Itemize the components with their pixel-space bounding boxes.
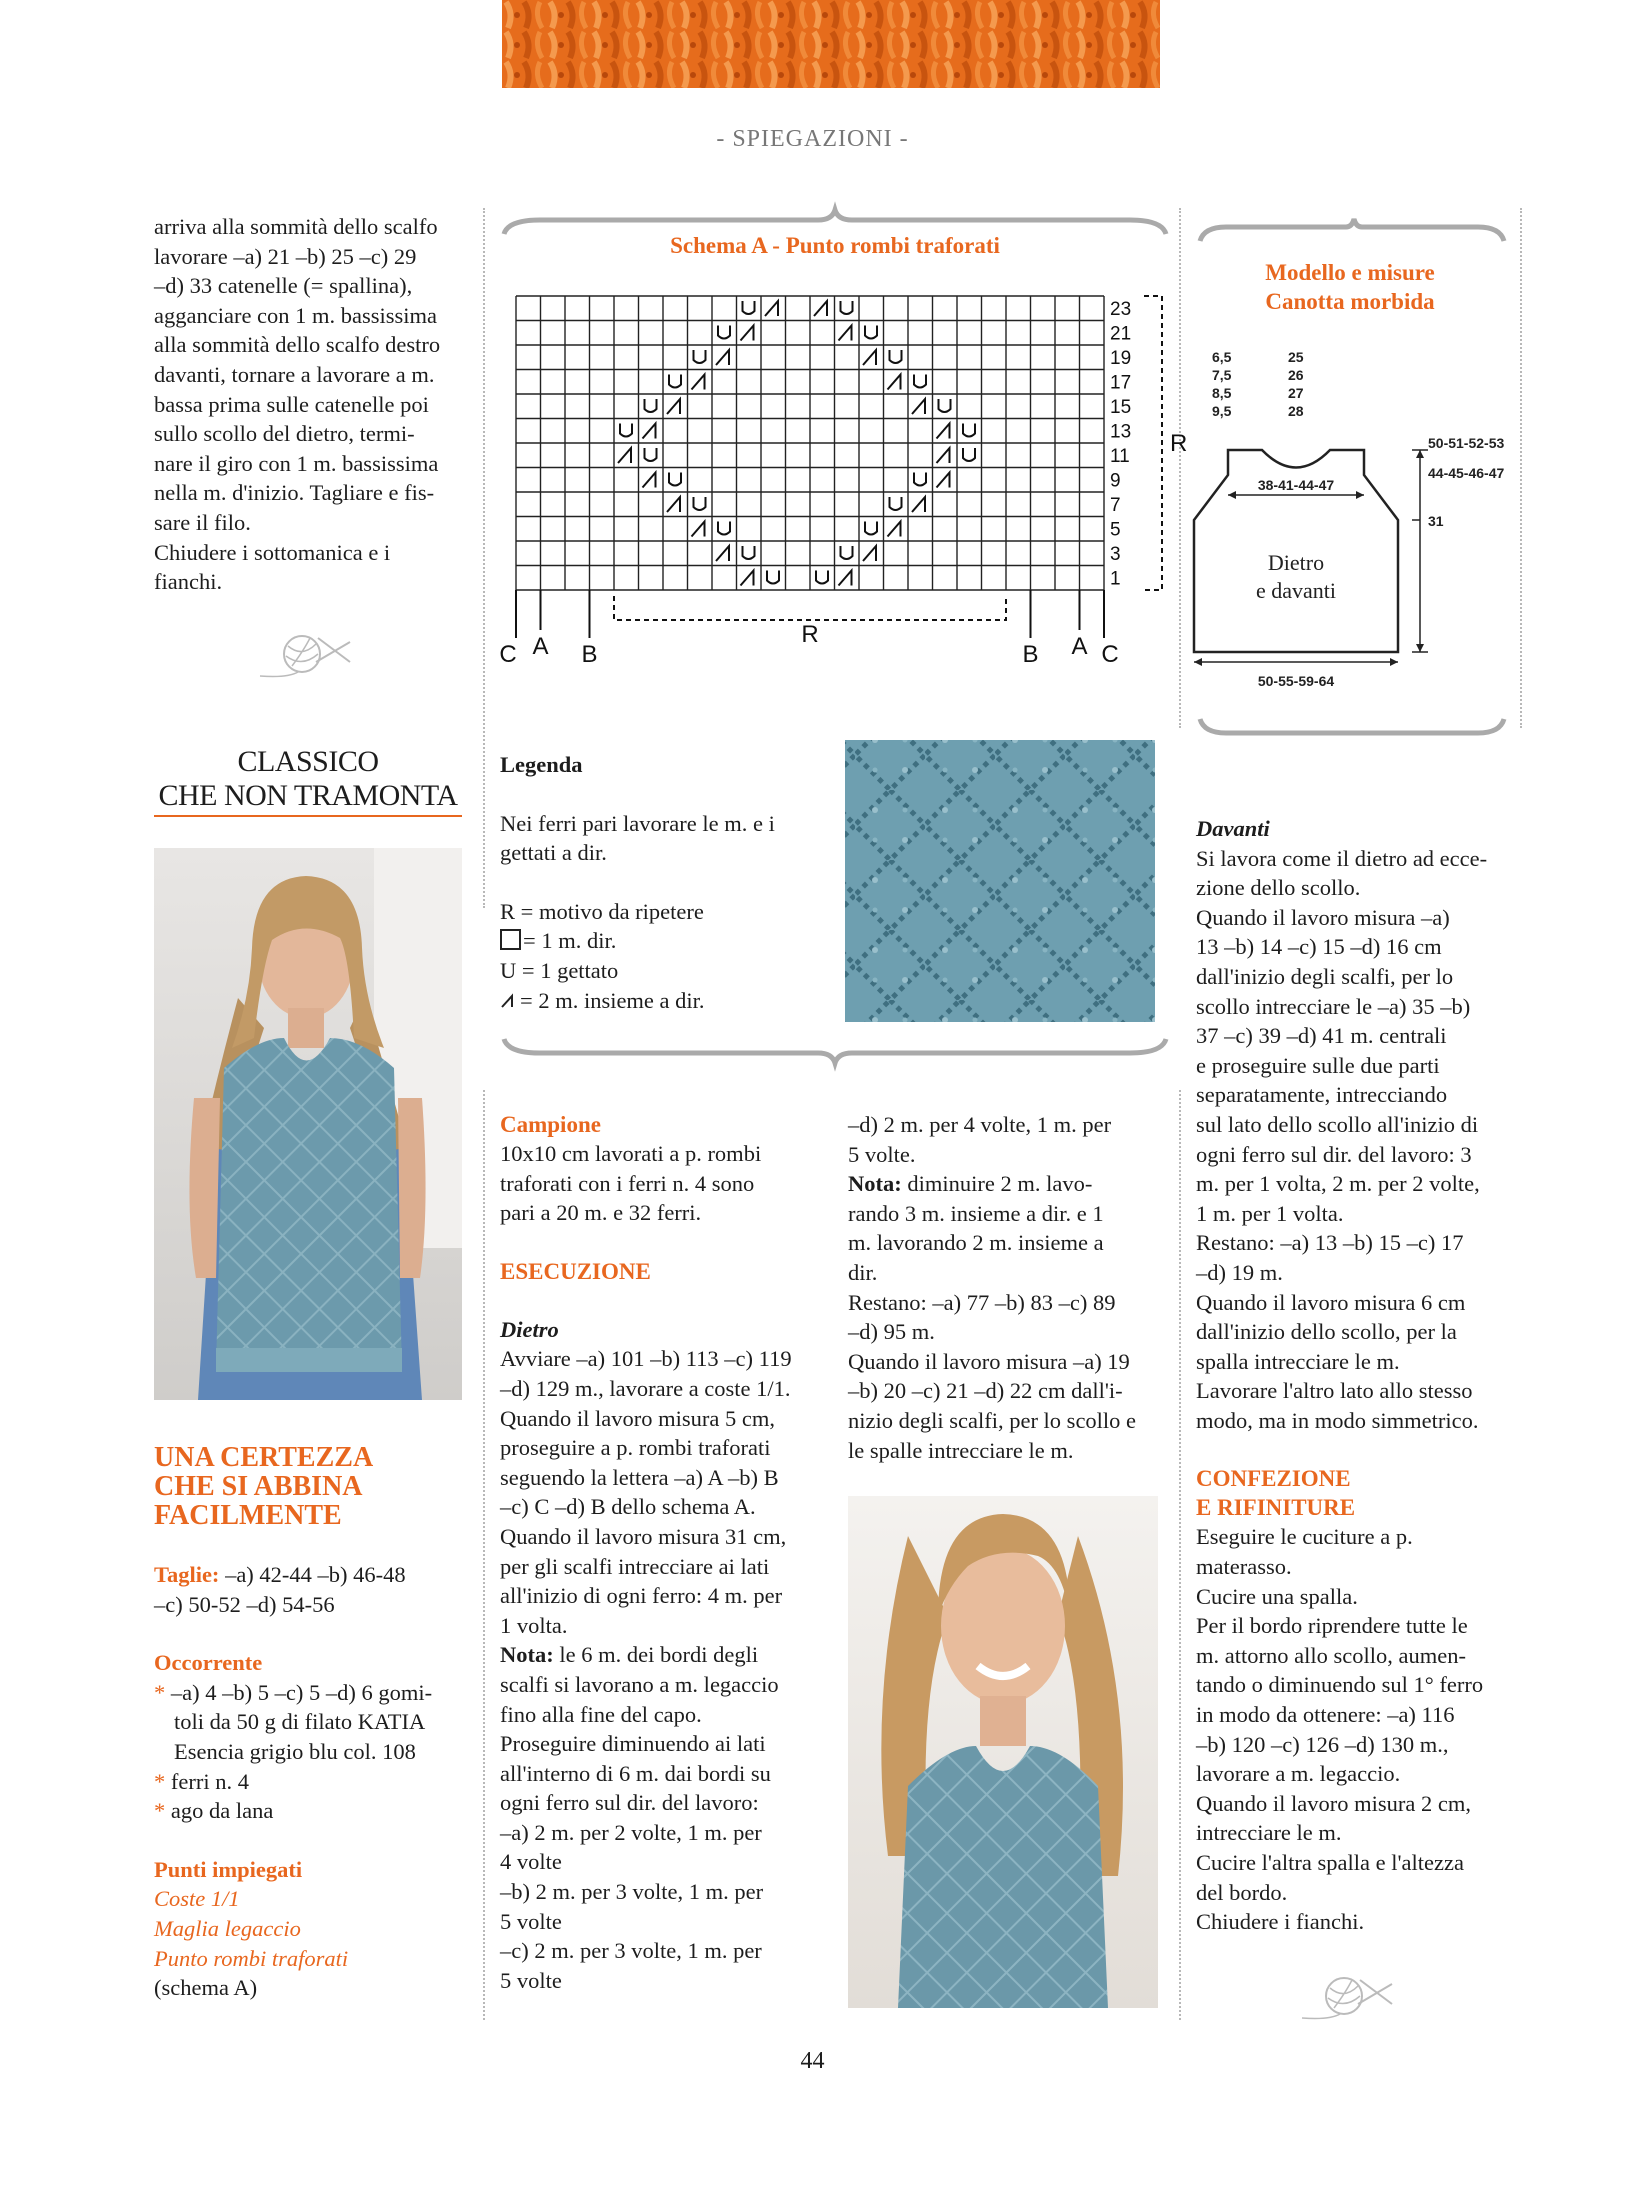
k2tog-symbol xyxy=(937,473,950,488)
davanti-2: Quando il lavoro misura –a) xyxy=(1196,904,1450,930)
davanti-7: e proseguire sulle due parti xyxy=(1196,1052,1440,1078)
asterisk-icon: * xyxy=(154,1679,171,1705)
dim-width-top: 38-41-44-47 xyxy=(1257,477,1335,493)
repeat-bracket-horizontal xyxy=(614,596,1006,620)
yarn-over-symbol xyxy=(841,546,853,559)
davanti-13: Restano: –a) 13 –b) 15 –c) 17 xyxy=(1196,1230,1464,1256)
asterisk-icon: * xyxy=(154,1798,171,1824)
brace-top-right xyxy=(1196,215,1508,245)
yarn-over-symbol xyxy=(914,375,926,388)
text-line: alla sommità dello scalfo destro xyxy=(154,332,441,358)
k2tog-icon xyxy=(500,993,520,1009)
yarn-over-symbol xyxy=(963,424,975,437)
taglie-value1: –a) 42-44 –b) 46-48 xyxy=(219,1562,406,1587)
top-knit-banner xyxy=(502,0,1160,88)
dietro2-5: –b) 2 m. per 3 volte, 1 m. per xyxy=(500,1879,764,1905)
garment-diagram xyxy=(1190,340,1520,700)
occ-1c: Esencia grigio blu col. 108 xyxy=(174,1738,416,1764)
subtitle-line2: CHE SI ABBINA xyxy=(154,1471,363,1502)
col2-text xyxy=(500,1110,808,1995)
yarn-over-symbol xyxy=(718,326,730,339)
dietro2-4: 4 volte xyxy=(500,1849,562,1875)
k2tog-symbol xyxy=(667,497,680,512)
k2tog-symbol xyxy=(692,522,705,537)
text-line: lavorare –a) 21 –b) 25 –c) 29 xyxy=(154,243,417,269)
shoulder-a: 25 xyxy=(1288,349,1304,365)
k2tog-symbol xyxy=(937,448,950,463)
k2tog-symbol xyxy=(741,326,754,341)
row-number: 15 xyxy=(1110,397,1132,418)
davanti-12: 1 m. per 1 volta. xyxy=(1196,1200,1344,1226)
model-title-line2: Canotta morbida xyxy=(1265,289,1435,314)
k2tog-symbol xyxy=(692,375,705,390)
yarn-over-symbol xyxy=(963,448,975,461)
dim-height-total: 50-51-52-53 xyxy=(1428,435,1505,451)
punto-3: Punto rombi traforati xyxy=(154,1945,349,1971)
stitch-chart xyxy=(499,288,1188,678)
punto-2: Maglia legaccio xyxy=(154,1915,301,1941)
davanti-18: Lavorare l'altro lato allo stesso xyxy=(1196,1378,1473,1404)
nota-line xyxy=(500,1640,808,1670)
edge-marker-label: C xyxy=(499,641,517,668)
davanti-1: zione dello scollo. xyxy=(1196,875,1361,901)
occ-item-2 xyxy=(154,1767,462,1797)
conf-9: Quando il lavoro misura 2 cm, xyxy=(1196,1790,1471,1816)
occ-2-text: ferri n. 4 xyxy=(170,1768,249,1794)
nota-label: Nota: xyxy=(500,1642,554,1668)
legend-u: U = 1 gettato xyxy=(500,957,619,983)
conf-6: in modo da ottenere: –a) 116 xyxy=(1196,1702,1455,1728)
yarn-over-symbol xyxy=(914,473,926,486)
dietro-9: 1 volta. xyxy=(500,1612,568,1638)
davanti-3: 13 –b) 14 –c) 15 –d) 16 cm xyxy=(1196,934,1442,960)
davanti-11: m. per 1 volta, 2 m. per 2 volte, xyxy=(1196,1171,1480,1197)
yarn-over-symbol xyxy=(669,375,681,388)
occ-1-text: –a) 4 –b) 5 –c) 5 –d) 6 gomi- xyxy=(170,1679,433,1705)
k2tog-symbol xyxy=(814,301,827,316)
repeat-label-bottom: R xyxy=(801,621,819,648)
dietro2-3: –a) 2 m. per 2 volte, 1 m. per xyxy=(500,1819,762,1845)
title-rule xyxy=(154,815,462,817)
yarn-over-symbol xyxy=(718,522,730,535)
davanti-6: 37 –c) 39 –d) 41 m. centrali xyxy=(1196,1023,1447,1049)
subtitle-line3: FACILMENTE xyxy=(154,1500,342,1531)
edge-marker-label: B xyxy=(1022,641,1039,668)
col1-top-text xyxy=(154,212,462,597)
text-line: fianchi. xyxy=(154,569,223,595)
feature-title-line1: CLASSICO xyxy=(237,745,379,778)
model-photo-1 xyxy=(154,848,462,1400)
campione-2: traforati con i ferri n. 4 sono xyxy=(500,1170,755,1196)
legend-k2-text: = 2 m. insieme a dir. xyxy=(520,987,705,1013)
text-line: nella m. d'inizio. Tagliare e fis- xyxy=(154,480,435,506)
conf-5: tando o diminuendo sul 1° ferro xyxy=(1196,1672,1484,1698)
row-number: 13 xyxy=(1110,421,1132,443)
dim-height-armhole: 44-45-46-47 xyxy=(1428,465,1505,481)
conf-2: Cucire una spalla. xyxy=(1196,1583,1358,1609)
dietro2-7: –c) 2 m. per 3 volte, 1 m. per xyxy=(500,1938,762,1964)
knit-box-icon xyxy=(500,929,521,950)
col3-nota-1: rando 3 m. insieme a dir. e 1 xyxy=(848,1200,1104,1226)
k2tog-symbol xyxy=(912,497,925,512)
nota-2: fino alla fine del capo. xyxy=(500,1701,702,1727)
yarn-over-symbol xyxy=(645,399,657,412)
davanti-9: sul lato dello scollo all'inizio di xyxy=(1196,1111,1479,1137)
repeat-bracket-vertical xyxy=(1144,296,1162,590)
punti-label: Punti impiegati xyxy=(154,1856,303,1882)
row-number: 11 xyxy=(1110,446,1130,467)
k2tog-symbol xyxy=(741,571,754,586)
neck-width-a: 6,5 xyxy=(1212,349,1232,365)
brace-bottom-left xyxy=(500,1035,1170,1065)
text-line: agganciare con 1 m. bassissima xyxy=(154,302,438,328)
legend-title: Legenda xyxy=(500,752,583,777)
davanti-16: dall'inizio dello scollo, per la xyxy=(1196,1319,1457,1345)
schema-title: Schema A - Punto rombi traforati xyxy=(670,233,1000,258)
row-number: 5 xyxy=(1110,519,1121,541)
davanti-0: Si lavora come il dietro ad ecce- xyxy=(1196,845,1488,871)
yarn-over-symbol xyxy=(865,326,877,339)
davanti-15: Quando il lavoro misura 6 cm xyxy=(1196,1289,1466,1315)
occ-item-1 xyxy=(154,1678,462,1708)
shoulder-d: 28 xyxy=(1288,403,1304,419)
davanti-14: –d) 19 m. xyxy=(1196,1259,1283,1285)
neck-width-b: 7,5 xyxy=(1212,367,1232,383)
row-number: 19 xyxy=(1110,348,1132,369)
legend-line2: gettati a dir. xyxy=(500,840,607,866)
conf-8: lavorare a m. legaccio. xyxy=(1196,1761,1401,1787)
dim-width-bottom: 50-55-59-64 xyxy=(1257,673,1335,689)
k2tog-symbol xyxy=(716,546,729,561)
col3-0: –d) 2 m. per 4 volte, 1 m. per xyxy=(848,1112,1112,1137)
k2tog-symbol xyxy=(667,399,680,414)
col4-text xyxy=(1196,814,1506,1937)
nota-0: le 6 m. dei bordi degli xyxy=(553,1642,759,1668)
dietro-6: Quando il lavoro misura 31 cm, xyxy=(500,1523,787,1549)
brace-bottom-right xyxy=(1196,715,1508,745)
feature-details xyxy=(154,1560,462,2003)
dietro-2: Quando il lavoro misura 5 cm, xyxy=(500,1405,775,1431)
row-number: 1 xyxy=(1110,568,1121,590)
yarn-over-symbol xyxy=(939,399,951,412)
occ-1b: toli da 50 g di filato KATIA xyxy=(174,1709,426,1735)
legend-r: R = motivo da ripetere xyxy=(500,898,704,924)
text-line: bassa prima sulle catenelle poi xyxy=(154,391,429,417)
dietro-5: –c) C –d) B dello schema A. xyxy=(500,1494,756,1520)
col3-7: le spalle intrecciare le m. xyxy=(848,1437,1074,1463)
davanti-label: Davanti xyxy=(1196,816,1270,841)
taglie-label: Taglie: xyxy=(154,1562,220,1587)
dim-height-body: 31 xyxy=(1428,513,1444,529)
davanti-8: separatamente, intrecciando xyxy=(1196,1082,1448,1108)
yarn-over-symbol xyxy=(694,350,706,363)
col3-nota-line xyxy=(848,1169,1156,1199)
yarn-over-symbol xyxy=(816,571,828,584)
edge-marker-label: B xyxy=(581,641,598,668)
conf-0: Eseguire le cuciture a p. xyxy=(1196,1524,1413,1550)
k2tog-symbol xyxy=(643,473,656,488)
conf-11: Cucire l'altra spalla e l'altezza xyxy=(1196,1850,1464,1875)
page-number: 44 xyxy=(800,2048,825,2074)
punto-3b: (schema A) xyxy=(154,1975,258,2001)
row-number: 3 xyxy=(1110,544,1121,565)
yarn-over-symbol xyxy=(890,497,902,510)
occorrente-label: Occorrente xyxy=(154,1650,263,1676)
conf-4: m. attorno allo scollo, aumen- xyxy=(1196,1642,1466,1668)
conf-7: –b) 120 –c) 126 –d) 130 m., xyxy=(1196,1731,1449,1757)
confezione-label-1: CONFEZIONE xyxy=(1196,1466,1351,1492)
divider-1 xyxy=(483,208,485,908)
yarn-over-symbol xyxy=(620,424,632,437)
knit-texture-image xyxy=(502,0,1160,88)
taglie-line2: –c) 50-52 –d) 54-56 xyxy=(154,1591,335,1617)
dietro-4: seguendo la lettera –a) A –b) B xyxy=(500,1464,779,1490)
yarn-over-symbol xyxy=(743,546,755,559)
model-title xyxy=(1190,258,1510,316)
nota-1: scalfi si lavorano a m. legaccio xyxy=(500,1671,779,1697)
k2tog-symbol xyxy=(863,350,876,365)
dietro-0: Avviare –a) 101 –b) 113 –c) 119 xyxy=(500,1346,792,1372)
k2tog-symbol xyxy=(839,326,852,341)
row-number: 23 xyxy=(1110,299,1132,320)
text-line: nare il giro con 1 m. bassissima xyxy=(154,450,439,476)
yarn-ball-icon xyxy=(258,628,354,684)
punto-1: Coste 1/1 xyxy=(154,1886,240,1912)
model-photo-2 xyxy=(848,1496,1158,2008)
col3-nota-2: m. lavorando 2 m. insieme a xyxy=(848,1230,1104,1256)
yarn-over-symbol xyxy=(890,350,902,363)
taglie-line1 xyxy=(154,1560,462,1590)
swatch-photo xyxy=(845,740,1155,1022)
dietro-3: proseguire a p. rombi traforati xyxy=(500,1435,771,1461)
piece-label-line1: Dietro xyxy=(1267,550,1325,575)
k2tog-symbol xyxy=(765,301,778,316)
col3-1: 5 volte. xyxy=(848,1141,916,1167)
legend-block xyxy=(500,750,820,1015)
row-number: 21 xyxy=(1110,323,1132,345)
piece-label-line2: e davanti xyxy=(1255,578,1337,603)
conf-12: del bordo. xyxy=(1196,1879,1288,1905)
yarn-ball-icon-2 xyxy=(1300,1970,1396,2026)
confezione-label-2: E RIFINITURE xyxy=(1196,1495,1356,1521)
conf-3: Per il bordo riprendere tutte le xyxy=(1196,1613,1468,1639)
dietro-label: Dietro xyxy=(500,1316,559,1342)
dietro-7: per gli scalfi intrecciare ai lati xyxy=(500,1553,770,1579)
legend-k2-item xyxy=(500,986,820,1016)
row-number: 17 xyxy=(1110,372,1132,394)
col3-6: nizio degli scalfi, per lo scollo e xyxy=(848,1407,1137,1433)
repeat-label-right: R xyxy=(1170,430,1188,457)
text-line: arriva alla sommità dello scalfo xyxy=(154,214,438,239)
yarn-over-symbol xyxy=(767,571,779,584)
yarn-over-symbol xyxy=(841,301,853,314)
text-line: Chiudere i sottomanica e i xyxy=(154,539,391,565)
col3-text xyxy=(848,1110,1156,1465)
davanti-17: spalla intrecciare le m. xyxy=(1196,1348,1400,1374)
esecuzione-label: ESECUZIONE xyxy=(500,1258,651,1284)
feature-subtitle xyxy=(154,1443,462,1530)
k2tog-symbol xyxy=(912,399,925,414)
feature-title-line2: CHE NON TRAMONTA xyxy=(158,779,458,812)
divider-1b xyxy=(483,1090,485,2020)
row-number: 9 xyxy=(1110,470,1121,492)
yarn-over-symbol xyxy=(645,448,657,461)
legend-box-text: = 1 m. dir. xyxy=(523,928,617,954)
occ-item-3 xyxy=(154,1796,462,1826)
k2tog-symbol xyxy=(618,448,631,463)
model-title-line1: Modello e misure xyxy=(1265,260,1435,285)
text-line: davanti, tornare a lavorare a m. xyxy=(154,361,435,387)
text-line: sullo scollo del dietro, termi- xyxy=(154,421,415,447)
col3-3: –d) 95 m. xyxy=(848,1319,935,1345)
k2tog-symbol xyxy=(937,424,950,439)
col3-4: Quando il lavoro misura –a) 19 xyxy=(848,1348,1130,1374)
shoulder-b: 26 xyxy=(1288,367,1304,383)
neck-width-c: 8,5 xyxy=(1212,385,1232,401)
dietro-8: all'inizio di ogni ferro: 4 m. per xyxy=(500,1583,783,1609)
dietro2-8: 5 volte xyxy=(500,1967,562,1993)
col3-5: –b) 20 –c) 21 –d) 22 cm dall'i- xyxy=(848,1378,1123,1404)
dietro-1: –d) 129 m., lavorare a coste 1/1. xyxy=(500,1375,791,1401)
feature-title xyxy=(154,745,462,813)
row-number: 7 xyxy=(1110,495,1121,516)
conf-1: materasso. xyxy=(1196,1554,1292,1580)
occ-3-text: ago da lana xyxy=(170,1798,274,1824)
yarn-over-symbol xyxy=(743,301,755,314)
col3-nota-0: diminuire 2 m. lavo- xyxy=(901,1171,1093,1197)
edge-marker-label: A xyxy=(1071,633,1088,660)
shoulder-c: 27 xyxy=(1288,385,1304,401)
k2tog-symbol xyxy=(863,546,876,561)
yarn-over-symbol xyxy=(669,473,681,486)
yarn-over-symbol xyxy=(865,522,877,535)
col3-nota-3: dir. xyxy=(848,1259,878,1285)
section-header: - SPIEGAZIONI - xyxy=(716,126,909,152)
col3-nota-label: Nota: xyxy=(848,1171,902,1197)
davanti-19: modo, ma in modo simmetrico. xyxy=(1196,1407,1479,1433)
dietro2-2: ogni ferro sul dir. del lavoro: xyxy=(500,1790,759,1816)
legend-box-item xyxy=(500,926,820,956)
asterisk-icon: * xyxy=(154,1768,171,1794)
k2tog-symbol xyxy=(888,522,901,537)
dietro2-0: Proseguire diminuendo ai lati xyxy=(500,1731,766,1757)
k2tog-symbol xyxy=(643,424,656,439)
legend-line1: Nei ferri pari lavorare le m. e i xyxy=(500,810,775,836)
edge-marker-label: A xyxy=(532,633,549,660)
text-line: sare il filo. xyxy=(154,509,251,535)
campione-3: pari a 20 m. e 32 ferri. xyxy=(500,1200,702,1226)
davanti-4: dall'inizio degli scalfi, per lo xyxy=(1196,963,1454,989)
davanti-5: scollo intrecciare le –a) 35 –b) xyxy=(1196,993,1471,1019)
campione-label: Campione xyxy=(500,1112,601,1137)
campione-1: 10x10 cm lavorati a p. rombi xyxy=(500,1141,762,1166)
dietro2-1: all'interno di 6 m. dai bordi su xyxy=(500,1760,771,1786)
divider-3 xyxy=(1520,208,1522,728)
neck-width-d: 9,5 xyxy=(1212,403,1232,419)
yarn-over-symbol xyxy=(694,497,706,510)
k2tog-symbol xyxy=(888,375,901,390)
text-line: –d) 33 catenelle (= spallina), xyxy=(154,273,413,299)
k2tog-symbol xyxy=(839,571,852,586)
davanti-10: ogni ferro sul dir. del lavoro: 3 xyxy=(1196,1141,1472,1167)
edge-marker-label: C xyxy=(1101,641,1119,668)
conf-13: Chiudere i fianchi. xyxy=(1196,1909,1365,1935)
conf-10: intrecciare le m. xyxy=(1196,1820,1342,1846)
k2tog-symbol xyxy=(716,350,729,365)
dietro2-6: 5 volte xyxy=(500,1908,562,1934)
subtitle-line1: UNA CERTEZZA xyxy=(154,1442,374,1473)
col3-2: Restano: –a) 77 –b) 83 –c) 89 xyxy=(848,1289,1116,1315)
divider-2b xyxy=(1179,1090,1181,2020)
